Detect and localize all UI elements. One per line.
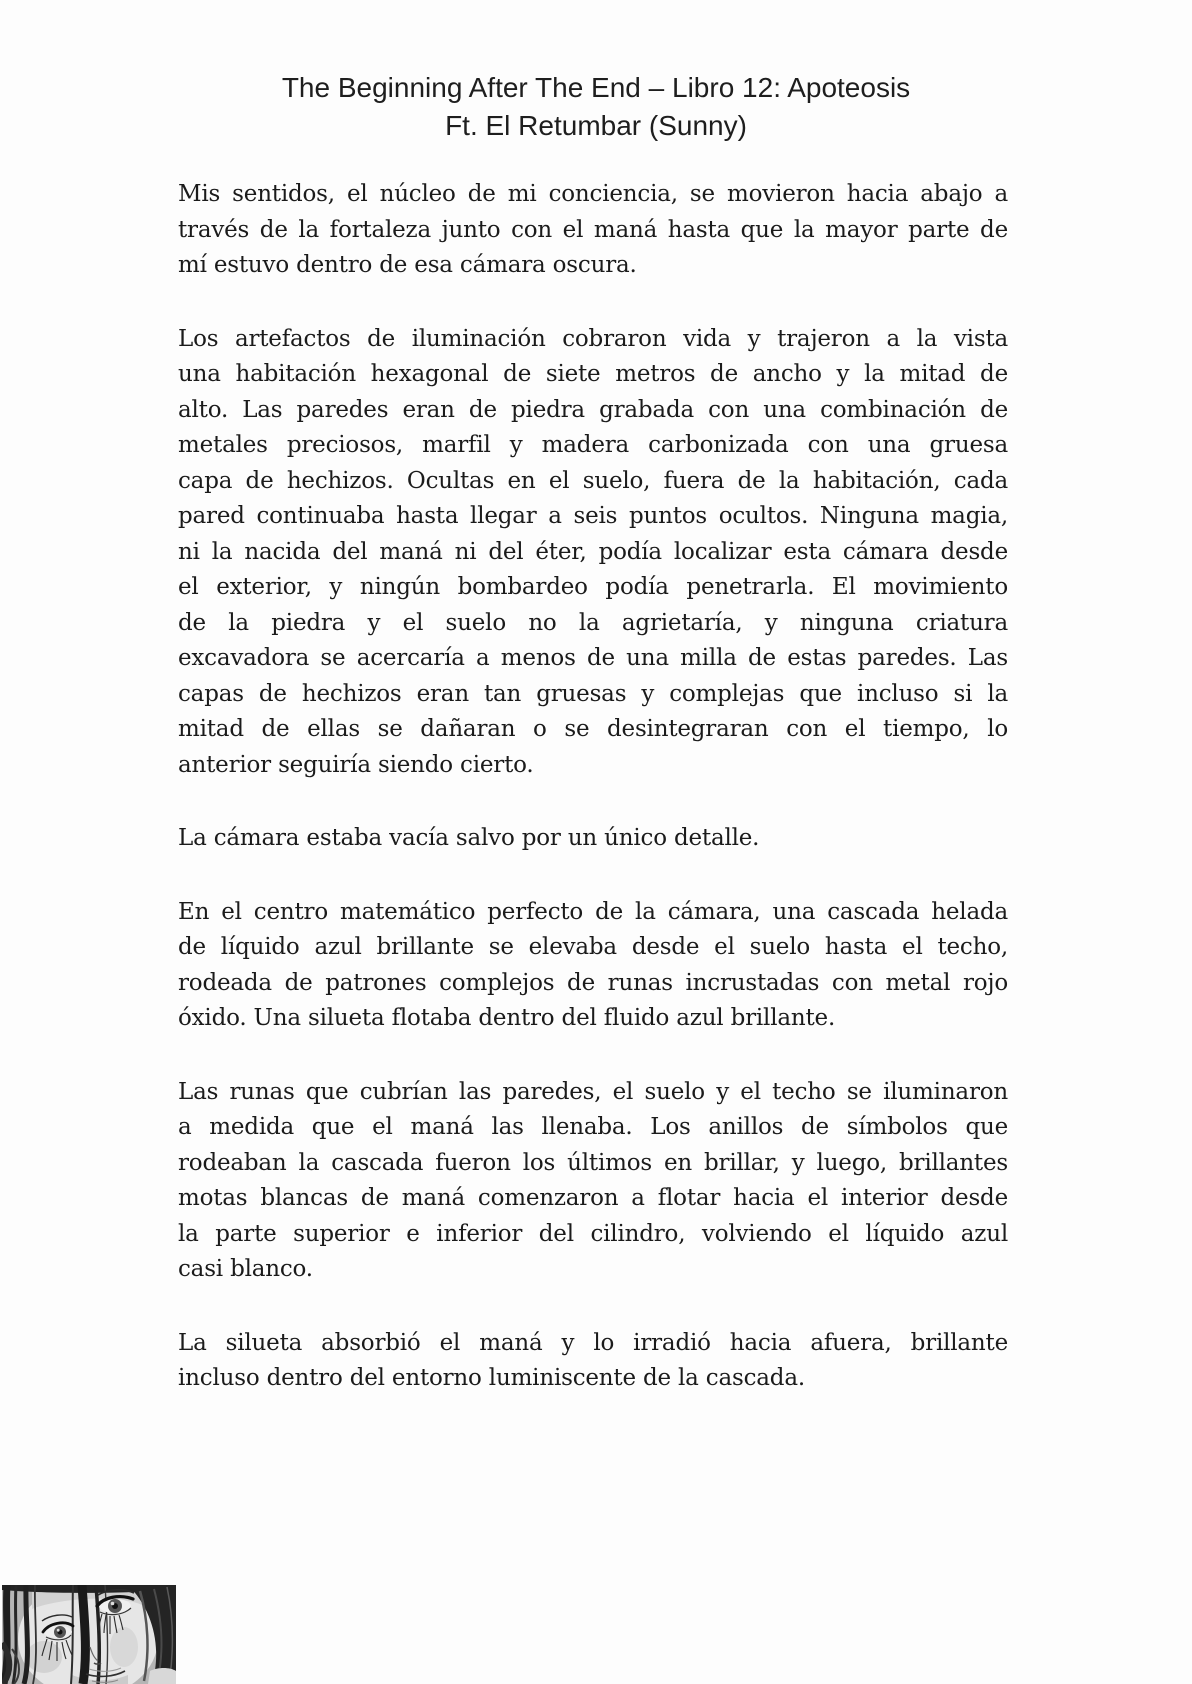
text-line: óxido. Una silueta flotaba dentro del fluido azul brillante. xyxy=(178,1005,836,1031)
text-line: capa de hechizos. Ocultas en el suelo, fuera de la habitación, cada xyxy=(178,467,1008,494)
text-line: mitad de ellas se dañaran o se desintegraran con el tiempo, lo xyxy=(178,716,1008,742)
text-line: casi blanco. xyxy=(178,1256,313,1282)
text-line: una habitación hexagonal de siete metros de ancho y la mitad de xyxy=(178,361,1008,387)
manga-face-image xyxy=(2,1585,176,1684)
document-title xyxy=(0,69,1192,145)
text-block xyxy=(178,177,1008,1397)
text-line: En el centro matemático perfecto de la cámara, una cascada helada xyxy=(178,898,1008,925)
paragraph xyxy=(178,1075,1008,1288)
text-line: anterior seguiría siendo cierto. xyxy=(178,751,534,778)
title-line-1: The Beginning After The End – Libro 12: Apoteosis xyxy=(281,72,911,103)
text-line: La silueta absorbió el maná y lo irradió hacia afuera, brillante xyxy=(178,1329,1008,1356)
text-line: metales preciosos, marfil y madera carbonizada con una gruesa xyxy=(178,432,1008,458)
manga-face-artwork xyxy=(2,1585,176,1684)
text-line: alto. Las paredes eran de piedra grabada con una combinación de xyxy=(178,396,1008,423)
paragraph xyxy=(178,821,1008,857)
text-line: ni la nacida del maná ni del éter, podía localizar esta cámara desde xyxy=(178,538,1008,565)
text-line: mí estuvo dentro de esa cámara oscura. xyxy=(178,252,637,278)
paragraph xyxy=(178,322,1008,784)
text-line: motas blancas de maná comenzaron a flotar hacia el interior desde xyxy=(178,1185,1008,1211)
text-line: Mis sentidos, el núcleo de mi conciencia, se movieron hacia abajo a xyxy=(178,181,1008,207)
paragraph xyxy=(178,895,1008,1037)
paragraph xyxy=(178,177,1008,284)
text-line: excavadora se acercaría a menos de una milla de estas paredes. Las xyxy=(178,645,1008,671)
text-line: a medida que el maná las llenaba. Los anillos de símbolos que xyxy=(178,1114,1008,1140)
text-line: rodeada de patrones complejos de runas incrustadas con metal rojo xyxy=(178,969,1008,996)
text-line: rodeaban la cascada fueron los últimos en brillar, y luego, brillantes xyxy=(178,1149,1008,1176)
text-line: de la piedra y el suelo no la agrietaría, y ninguna criatura xyxy=(178,609,1008,636)
text-line: de líquido azul brillante se elevaba desde el suelo hasta el techo, xyxy=(178,934,1008,960)
title-line-2: Ft. El Retumbar (Sunny) xyxy=(445,110,747,141)
text-line: La cámara estaba vacía salvo por un único detalle. xyxy=(178,825,760,851)
paragraph xyxy=(178,1326,1008,1397)
text-line: capas de hechizos eran tan gruesas y complejas que incluso si la xyxy=(178,680,1008,707)
text-line: Las runas que cubrían las paredes, el suelo y el techo se iluminaron xyxy=(178,1078,1008,1105)
text-line: incluso dentro del entorno luminiscente de la cascada. xyxy=(178,1365,805,1391)
text-line: Los artefactos de iluminación cobraron vida y trajeron a la vista xyxy=(178,325,1008,352)
text-line: la parte superior e inferior del cilindro, volviendo el líquido azul xyxy=(178,1220,1008,1247)
text-line: el exterior, y ningún bombardeo podía penetrarla. El movimiento xyxy=(178,574,1008,600)
text-line: pared continuaba hasta llegar a seis puntos ocultos. Ninguna magia, xyxy=(178,503,1008,529)
text-line: través de la fortaleza junto con el maná hasta que la mayor parte de xyxy=(178,216,1008,243)
